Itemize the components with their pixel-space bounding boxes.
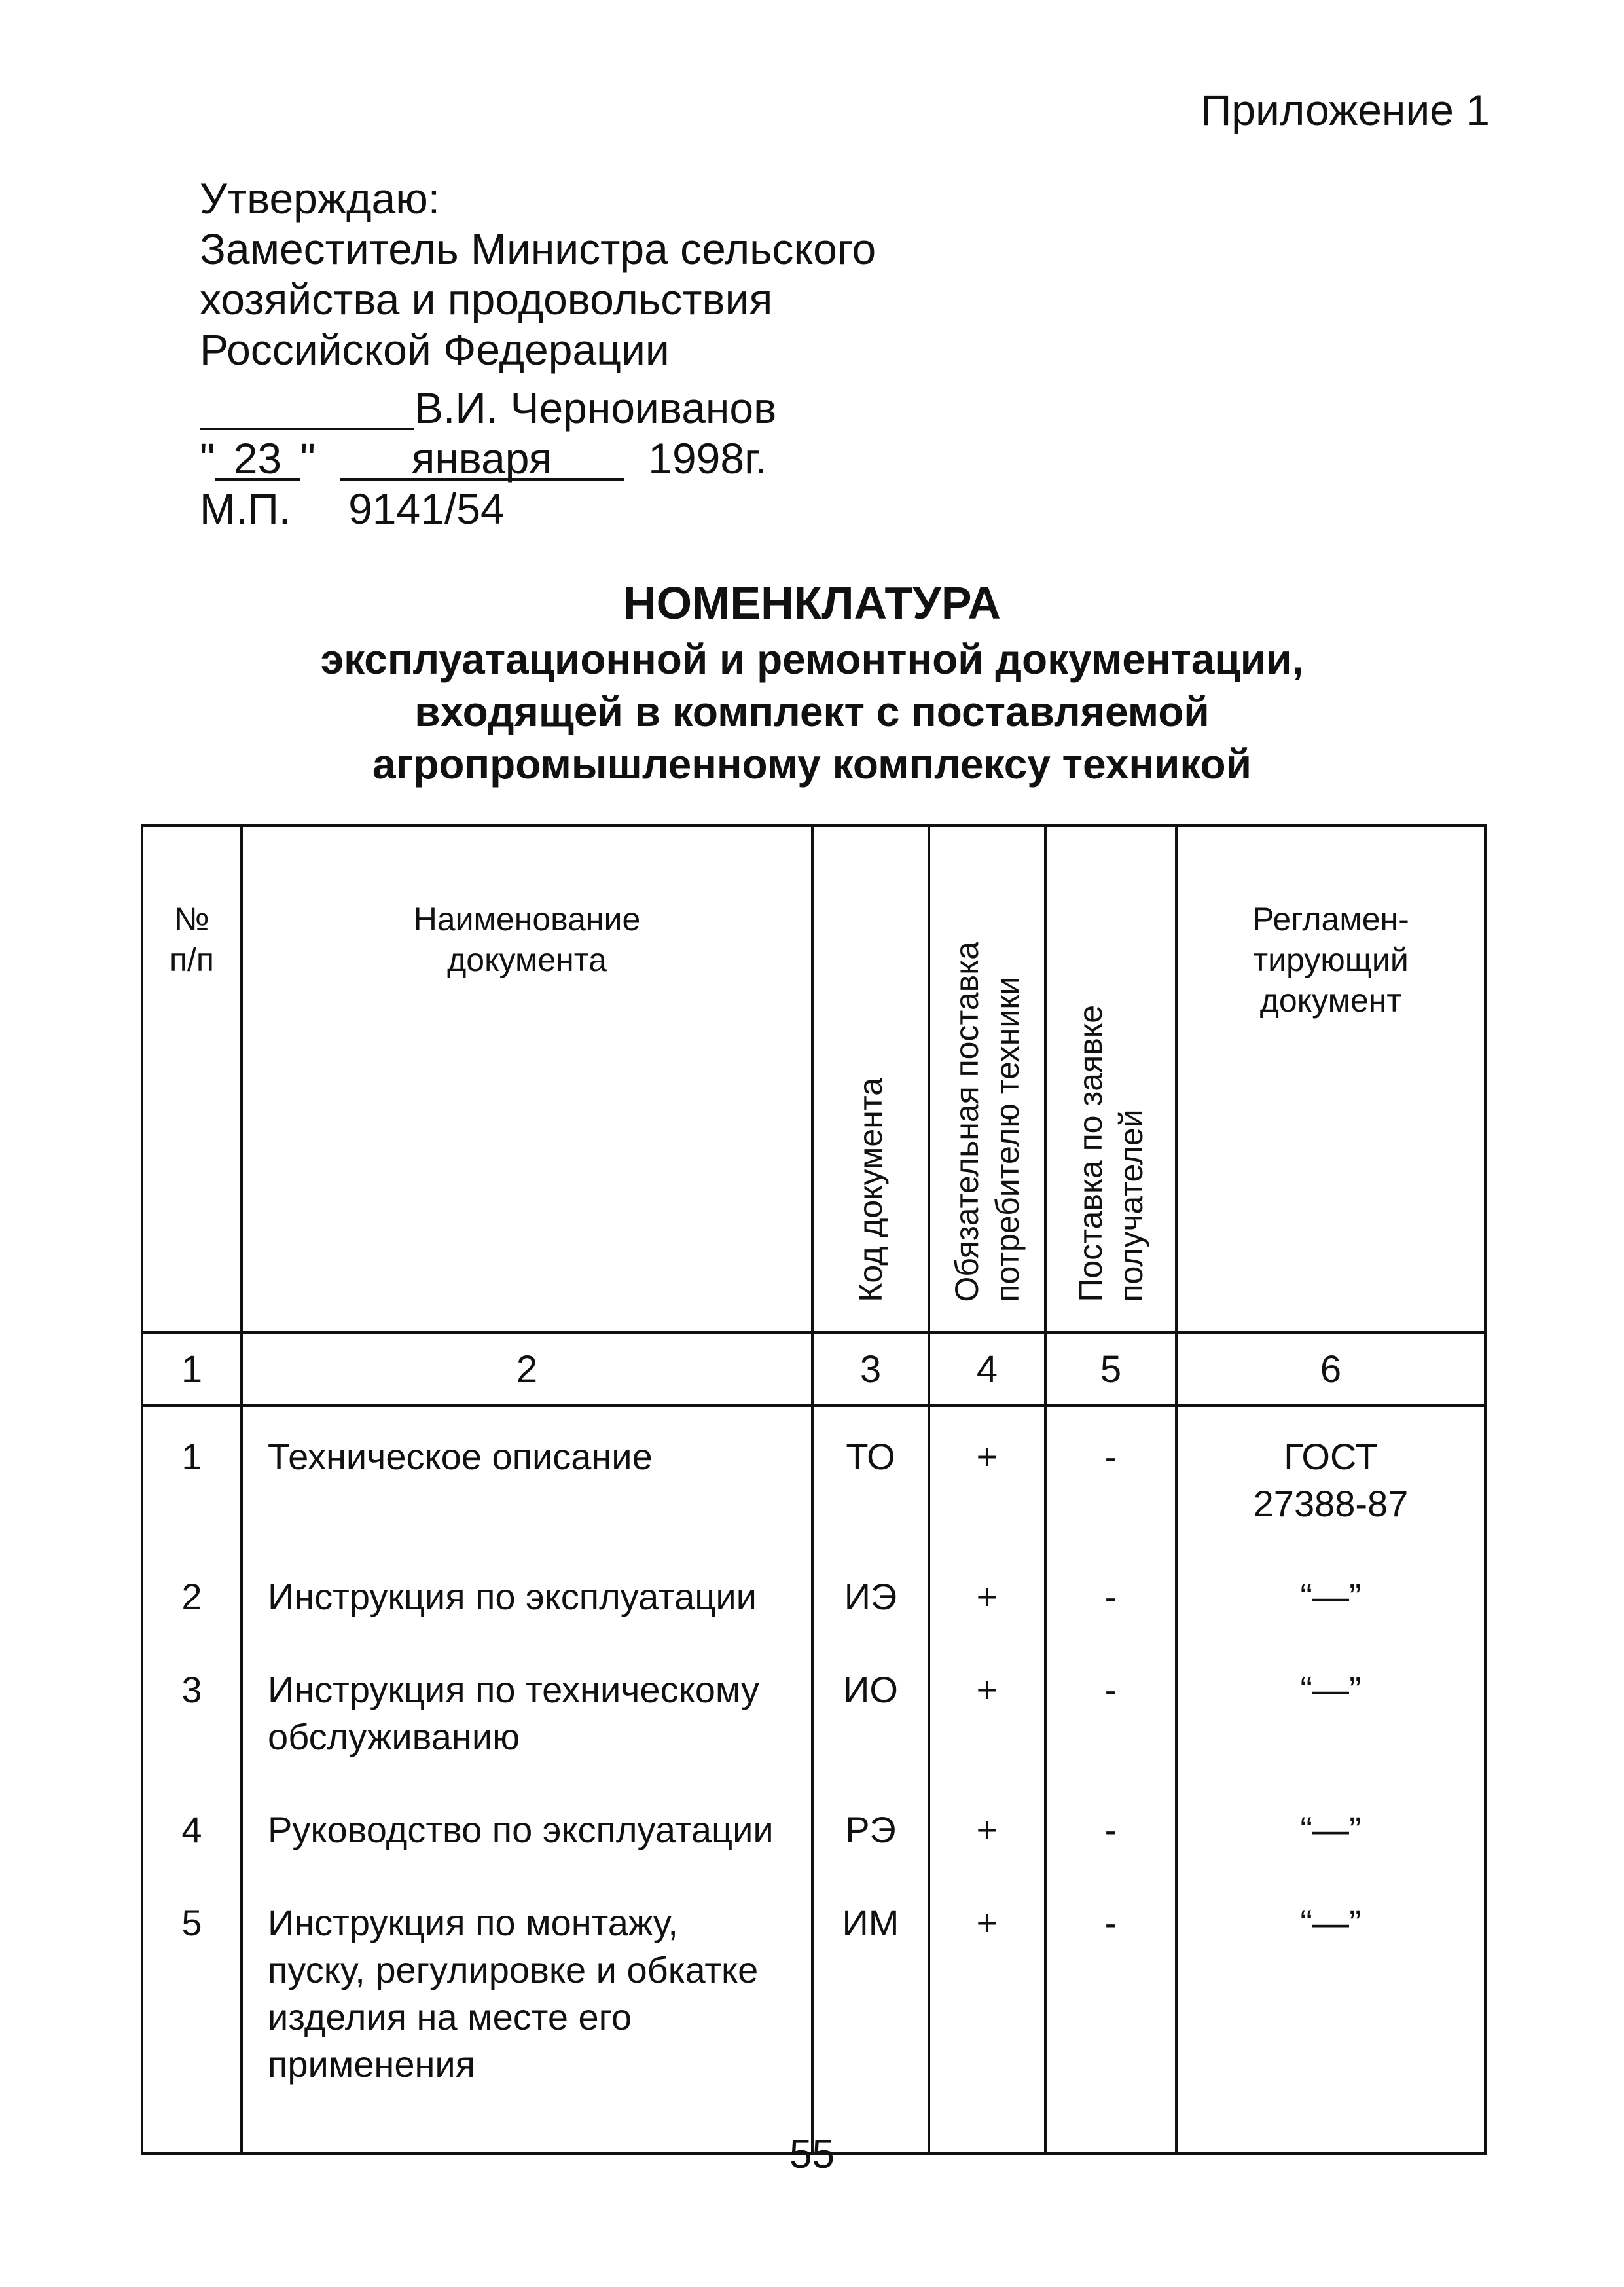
supply-on-request: - [1045, 1899, 1176, 2134]
regulating-document: “—” [1176, 1899, 1485, 2134]
page-title: НОМЕНКЛАТУРА [623, 577, 1001, 629]
supply-on-request: - [1045, 1433, 1176, 1573]
table-row [142, 1433, 1485, 1573]
column-number: 6 [1176, 1332, 1485, 1406]
signature-blank [200, 388, 414, 430]
column-number-row [142, 1332, 1485, 1406]
document-name: Инструкция по эксплуатации [242, 1573, 812, 1666]
document-name: Инструкция по техническому обслуживанию [242, 1666, 812, 1806]
supply-on-request: - [1045, 1573, 1176, 1666]
header-regulating-document: Регламен- тирующий документ [1176, 826, 1485, 1333]
mandatory-supply: + [929, 1806, 1045, 1899]
date-day: 23 [215, 439, 300, 481]
approval-position-line-3: Российской Федерации [200, 325, 670, 374]
supply-on-request: - [1045, 1666, 1176, 1806]
document-name: Техническое описание [242, 1433, 812, 1573]
table-row [142, 1899, 1485, 2134]
approval-position-line-2: хозяйства и продовольствия [200, 275, 773, 323]
regulating-document: “—” [1176, 1666, 1485, 1806]
regulating-document: “—” [1176, 1806, 1485, 1899]
approval-heading: Утверждаю: [200, 174, 441, 223]
subtitle-line-3: агропромышленному комплексу техникой [372, 741, 1252, 788]
column-number: 4 [929, 1332, 1045, 1406]
header-num: № п/п [142, 826, 242, 1333]
document-code: ТО [812, 1433, 929, 1573]
seal-line [200, 484, 876, 534]
mandatory-supply: + [929, 1899, 1045, 2134]
date-quote-close: " [300, 434, 316, 483]
approval-position-line-1: Заместитель Министра сельского [200, 225, 876, 273]
header-supply-on-request: Поставка по заявке получателей [1045, 826, 1176, 1333]
regulating-document: “—” [1176, 1573, 1485, 1666]
nomenclature-table [141, 824, 1487, 2155]
table-row [142, 1806, 1485, 1899]
date-year: 1998г. [648, 434, 767, 483]
subtitle-line-2: входящей в комплект с поставляемой [414, 688, 1210, 735]
supply-on-request: - [1045, 1806, 1176, 1899]
header-name: Наименование документа [242, 826, 812, 1333]
column-number: 3 [812, 1332, 929, 1406]
row-number: 4 [142, 1806, 242, 1899]
subtitle-line-1: эксплуатационной и ремонтной документации, [320, 636, 1304, 683]
signature-line [200, 383, 876, 433]
annex-label: Приложение 1 [1200, 86, 1490, 134]
column-number: 1 [142, 1332, 242, 1406]
approval-block [200, 174, 876, 534]
approval-number: 9141/54 [348, 485, 505, 533]
mandatory-supply: + [929, 1666, 1045, 1806]
row-number: 5 [142, 1899, 242, 2134]
row-number: 3 [142, 1666, 242, 1806]
row-number: 1 [142, 1433, 242, 1573]
approval-date [200, 433, 876, 484]
document-code: ИМ [812, 1899, 929, 2134]
row-number: 2 [142, 1573, 242, 1666]
document-heading [0, 573, 1624, 790]
column-number: 5 [1045, 1332, 1176, 1406]
date-quote-open: " [200, 434, 215, 483]
document-name: Инструкция по монтажу, пуску, регулировке и обкатке изделия на месте его применения [242, 1899, 812, 2134]
header-mandatory-supply: Обязательная поставка потребителю техники [929, 826, 1045, 1333]
mandatory-supply: + [929, 1573, 1045, 1666]
date-month: января [340, 439, 624, 481]
table-row [142, 1573, 1485, 1666]
document-code: РЭ [812, 1806, 929, 1899]
page-number: 55 [789, 2132, 835, 2177]
table-row [142, 1666, 1485, 1806]
document-code: ИО [812, 1666, 929, 1806]
column-number: 2 [242, 1332, 812, 1406]
document-name: Руководство по эксплуатации [242, 1806, 812, 1899]
seal-label: М.П. [200, 485, 291, 533]
table-header-row [142, 826, 1485, 1333]
mandatory-supply: + [929, 1433, 1045, 1573]
document-code: ИЭ [812, 1573, 929, 1666]
regulating-document: ГОСТ 27388-87 [1176, 1433, 1485, 1573]
header-code: Код документа [812, 826, 929, 1333]
signatory-name: В.И. Черноиванов [414, 384, 777, 432]
